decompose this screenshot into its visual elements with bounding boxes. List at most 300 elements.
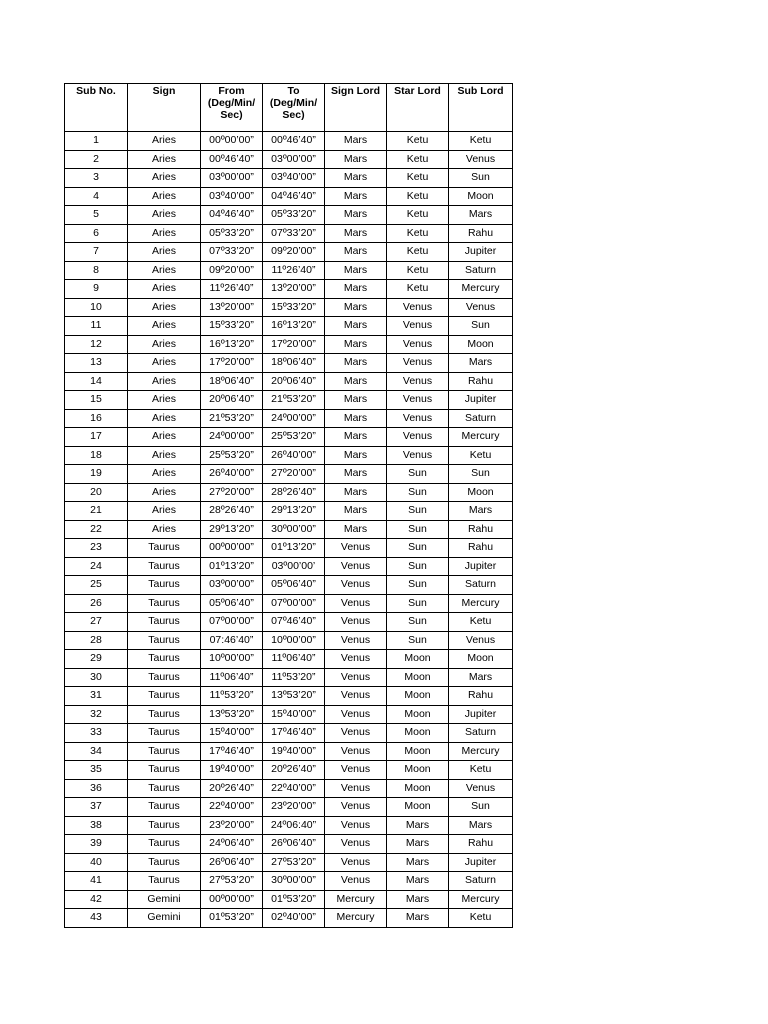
table-row (65, 631, 513, 650)
cell-sign-lord: Mars (325, 354, 387, 373)
cell-sign-lord: Venus (325, 816, 387, 835)
cell-sub-lord: Mercury (449, 742, 513, 761)
cell-sign: Taurus (128, 687, 201, 706)
cell-star-lord: Moon (387, 798, 449, 817)
cell-star-lord: Ketu (387, 224, 449, 243)
table-row (65, 668, 513, 687)
cell-star-lord: Sun (387, 483, 449, 502)
cell-from: 24º00’00” (201, 428, 263, 447)
cell-from: 26º40’00” (201, 465, 263, 484)
cell-sub-no: 1 (65, 132, 128, 151)
cell-sub-lord: Venus (449, 779, 513, 798)
table-row (65, 779, 513, 798)
cell-from: 29º13’20” (201, 520, 263, 539)
table-row (65, 872, 513, 891)
cell-sign: Taurus (128, 853, 201, 872)
cell-sub-no: 21 (65, 502, 128, 521)
cell-from: 05º33’20” (201, 224, 263, 243)
cell-sign: Taurus (128, 650, 201, 669)
cell-to: 03º00’00’ (263, 557, 325, 576)
cell-to: 07º46’40” (263, 613, 325, 632)
cell-sign-lord: Mars (325, 261, 387, 280)
cell-star-lord: Venus (387, 317, 449, 336)
cell-sign: Aries (128, 391, 201, 410)
cell-to: 01º53’20” (263, 890, 325, 909)
table-row (65, 909, 513, 928)
table-row (65, 520, 513, 539)
header-row (65, 84, 513, 132)
cell-sub-no: 3 (65, 169, 128, 188)
cell-to: 24º06:40” (263, 816, 325, 835)
cell-sign: Aries (128, 132, 201, 151)
cell-sign-lord: Venus (325, 631, 387, 650)
sub-lord-table (64, 83, 513, 928)
cell-sub-no: 11 (65, 317, 128, 336)
cell-star-lord: Mars (387, 872, 449, 891)
cell-sub-lord: Ketu (449, 132, 513, 151)
cell-to: 03º00’00” (263, 150, 325, 169)
cell-sub-lord: Moon (449, 650, 513, 669)
cell-sign-lord: Mars (325, 132, 387, 151)
cell-from: 07º00’00” (201, 613, 263, 632)
cell-sign-lord: Venus (325, 798, 387, 817)
cell-from: 17º20’00” (201, 354, 263, 373)
cell-sub-lord: Mercury (449, 428, 513, 447)
table-row (65, 594, 513, 613)
cell-from: 10º00’00” (201, 650, 263, 669)
cell-sign-lord: Venus (325, 742, 387, 761)
cell-sub-no: 7 (65, 243, 128, 262)
cell-sub-lord: Rahu (449, 224, 513, 243)
table-row (65, 335, 513, 354)
cell-star-lord: Ketu (387, 261, 449, 280)
cell-sign-lord: Mercury (325, 909, 387, 928)
cell-sub-no: 15 (65, 391, 128, 410)
table-row (65, 132, 513, 151)
cell-from: 28º26’40” (201, 502, 263, 521)
cell-sign-lord: Mars (325, 520, 387, 539)
cell-star-lord: Sun (387, 631, 449, 650)
cell-sub-no: 37 (65, 798, 128, 817)
cell-from: 24º06’40” (201, 835, 263, 854)
cell-sub-lord: Venus (449, 631, 513, 650)
cell-sub-lord: Mars (449, 816, 513, 835)
cell-sign: Aries (128, 261, 201, 280)
cell-star-lord: Venus (387, 354, 449, 373)
table-row (65, 224, 513, 243)
table-row (65, 853, 513, 872)
cell-from: 23º20’00” (201, 816, 263, 835)
cell-to: 11º26’40” (263, 261, 325, 280)
cell-sign-lord: Mars (325, 465, 387, 484)
cell-star-lord: Ketu (387, 187, 449, 206)
cell-to: 27º53’20” (263, 853, 325, 872)
cell-star-lord: Sun (387, 539, 449, 558)
cell-sub-lord: Saturn (449, 576, 513, 595)
header-to: To (Deg/Min/ Sec) (263, 84, 325, 132)
cell-sign: Aries (128, 335, 201, 354)
cell-to: 07º33’20” (263, 224, 325, 243)
cell-sign-lord: Mars (325, 243, 387, 262)
table-row (65, 650, 513, 669)
cell-sign: Aries (128, 354, 201, 373)
cell-sub-lord: Rahu (449, 539, 513, 558)
cell-sign-lord: Venus (325, 853, 387, 872)
cell-star-lord: Sun (387, 557, 449, 576)
cell-sub-no: 17 (65, 428, 128, 447)
cell-from: 03º00’00” (201, 169, 263, 188)
cell-to: 04º46’40” (263, 187, 325, 206)
cell-sub-lord: Rahu (449, 687, 513, 706)
header-sign-lord: Sign Lord (325, 84, 387, 132)
table-row (65, 613, 513, 632)
cell-sign-lord: Mars (325, 150, 387, 169)
cell-sign-lord: Mars (325, 298, 387, 317)
cell-to: 26º06’40” (263, 835, 325, 854)
cell-from: 01º13’20” (201, 557, 263, 576)
cell-star-lord: Ketu (387, 243, 449, 262)
cell-sub-lord: Mars (449, 502, 513, 521)
cell-sign-lord: Venus (325, 687, 387, 706)
cell-star-lord: Moon (387, 705, 449, 724)
cell-sub-no: 13 (65, 354, 128, 373)
cell-sub-lord: Rahu (449, 372, 513, 391)
cell-sub-lord: Mercury (449, 280, 513, 299)
cell-to: 30º00’00” (263, 520, 325, 539)
cell-sign-lord: Venus (325, 539, 387, 558)
cell-sign-lord: Mars (325, 409, 387, 428)
cell-sign-lord: Mars (325, 446, 387, 465)
cell-sign: Aries (128, 372, 201, 391)
cell-star-lord: Mars (387, 890, 449, 909)
cell-from: 25º53’20” (201, 446, 263, 465)
cell-sub-no: 8 (65, 261, 128, 280)
cell-from: 01º53’20” (201, 909, 263, 928)
cell-star-lord: Venus (387, 372, 449, 391)
cell-from: 15º40’00” (201, 724, 263, 743)
cell-sub-lord: Moon (449, 335, 513, 354)
cell-to: 20º06’40” (263, 372, 325, 391)
cell-sign: Aries (128, 428, 201, 447)
cell-sub-no: 4 (65, 187, 128, 206)
table-row (65, 150, 513, 169)
cell-sub-no: 39 (65, 835, 128, 854)
cell-sub-no: 16 (65, 409, 128, 428)
cell-from: 00º00’00” (201, 132, 263, 151)
cell-from: 15º33’20” (201, 317, 263, 336)
table-row (65, 724, 513, 743)
cell-sign-lord: Mars (325, 372, 387, 391)
cell-sub-lord: Rahu (449, 835, 513, 854)
cell-sign: Aries (128, 446, 201, 465)
cell-to: 09º20’00” (263, 243, 325, 262)
cell-sub-no: 27 (65, 613, 128, 632)
table-row (65, 206, 513, 225)
cell-to: 19º40’00” (263, 742, 325, 761)
cell-sign: Aries (128, 465, 201, 484)
cell-sign-lord: Mars (325, 206, 387, 225)
cell-star-lord: Ketu (387, 206, 449, 225)
cell-sub-lord: Jupiter (449, 557, 513, 576)
cell-sub-lord: Mercury (449, 890, 513, 909)
cell-sign-lord: Mars (325, 280, 387, 299)
table-row (65, 317, 513, 336)
cell-sub-no: 25 (65, 576, 128, 595)
table-row (65, 576, 513, 595)
cell-star-lord: Moon (387, 779, 449, 798)
cell-from: 13º53’20” (201, 705, 263, 724)
cell-sub-no: 5 (65, 206, 128, 225)
cell-sub-no: 41 (65, 872, 128, 891)
cell-star-lord: Sun (387, 613, 449, 632)
cell-star-lord: Ketu (387, 280, 449, 299)
cell-sub-no: 32 (65, 705, 128, 724)
header-from: From (Deg/Min/ Sec) (201, 84, 263, 132)
cell-to: 17º20’00” (263, 335, 325, 354)
table-row (65, 428, 513, 447)
cell-from: 00º46’40” (201, 150, 263, 169)
cell-to: 27º20’00” (263, 465, 325, 484)
cell-sub-lord: Venus (449, 150, 513, 169)
cell-sub-no: 9 (65, 280, 128, 299)
cell-sub-lord: Jupiter (449, 391, 513, 410)
cell-to: 10º00’00” (263, 631, 325, 650)
cell-sign: Aries (128, 317, 201, 336)
cell-to: 24º00’00” (263, 409, 325, 428)
cell-sub-no: 40 (65, 853, 128, 872)
cell-to: 03º40’00” (263, 169, 325, 188)
cell-sign: Aries (128, 206, 201, 225)
cell-sign-lord: Mars (325, 317, 387, 336)
cell-to: 25º53’20” (263, 428, 325, 447)
cell-sub-lord: Sun (449, 169, 513, 188)
cell-from: 16º13’20” (201, 335, 263, 354)
cell-sub-no: 20 (65, 483, 128, 502)
table-row (65, 816, 513, 835)
table-row (65, 280, 513, 299)
cell-sign: Gemini (128, 909, 201, 928)
cell-sign-lord: Mars (325, 483, 387, 502)
cell-sub-no: 14 (65, 372, 128, 391)
cell-sign-lord: Venus (325, 650, 387, 669)
cell-sign-lord: Venus (325, 779, 387, 798)
cell-sub-lord: Ketu (449, 909, 513, 928)
cell-star-lord: Moon (387, 668, 449, 687)
cell-to: 29º13’20” (263, 502, 325, 521)
cell-sub-no: 38 (65, 816, 128, 835)
cell-sign-lord: Mars (325, 335, 387, 354)
cell-sign-lord: Venus (325, 705, 387, 724)
cell-sub-lord: Saturn (449, 872, 513, 891)
cell-to: 15º40’00” (263, 705, 325, 724)
table-row (65, 446, 513, 465)
cell-sub-lord: Mars (449, 668, 513, 687)
table-row (65, 835, 513, 854)
table-row (65, 298, 513, 317)
table-row (65, 502, 513, 521)
table-row (65, 409, 513, 428)
cell-star-lord: Mars (387, 909, 449, 928)
cell-from: 04º46’40” (201, 206, 263, 225)
cell-sub-no: 2 (65, 150, 128, 169)
cell-sub-lord: Jupiter (449, 243, 513, 262)
table-row (65, 354, 513, 373)
cell-sign-lord: Mercury (325, 890, 387, 909)
cell-from: 11º06’40” (201, 668, 263, 687)
cell-sub-lord: Venus (449, 298, 513, 317)
cell-sub-lord: Ketu (449, 446, 513, 465)
cell-to: 23º20’00” (263, 798, 325, 817)
cell-star-lord: Moon (387, 687, 449, 706)
cell-from: 00º00’00” (201, 890, 263, 909)
cell-sign: Aries (128, 243, 201, 262)
cell-sub-no: 26 (65, 594, 128, 613)
cell-sign: Taurus (128, 724, 201, 743)
cell-sub-no: 22 (65, 520, 128, 539)
cell-star-lord: Moon (387, 650, 449, 669)
cell-from: 07º33’20” (201, 243, 263, 262)
cell-from: 20º26’40” (201, 779, 263, 798)
cell-sign: Taurus (128, 668, 201, 687)
cell-sub-no: 10 (65, 298, 128, 317)
cell-sub-no: 18 (65, 446, 128, 465)
cell-star-lord: Sun (387, 502, 449, 521)
cell-sub-no: 29 (65, 650, 128, 669)
cell-to: 13º53’20” (263, 687, 325, 706)
cell-sub-no: 43 (65, 909, 128, 928)
cell-to: 28º26’40” (263, 483, 325, 502)
table-row (65, 687, 513, 706)
cell-sign: Aries (128, 409, 201, 428)
cell-from: 17º46’40” (201, 742, 263, 761)
cell-to: 21º53’20” (263, 391, 325, 410)
cell-star-lord: Venus (387, 391, 449, 410)
cell-sign: Aries (128, 483, 201, 502)
cell-sign: Taurus (128, 705, 201, 724)
table-row (65, 742, 513, 761)
cell-sign: Aries (128, 224, 201, 243)
table-row (65, 372, 513, 391)
cell-sub-no: 31 (65, 687, 128, 706)
cell-sign: Taurus (128, 594, 201, 613)
cell-sign: Taurus (128, 613, 201, 632)
header-star-lord: Star Lord (387, 84, 449, 132)
cell-sign: Taurus (128, 816, 201, 835)
table-row (65, 483, 513, 502)
cell-star-lord: Ketu (387, 169, 449, 188)
cell-sign: Aries (128, 150, 201, 169)
cell-sub-no: 36 (65, 779, 128, 798)
cell-sub-no: 30 (65, 668, 128, 687)
cell-star-lord: Sun (387, 594, 449, 613)
cell-sign-lord: Mars (325, 187, 387, 206)
cell-sub-lord: Rahu (449, 520, 513, 539)
cell-from: 00º00’00” (201, 539, 263, 558)
cell-star-lord: Mars (387, 816, 449, 835)
cell-from: 03º00’00” (201, 576, 263, 595)
cell-star-lord: Moon (387, 761, 449, 780)
table-row (65, 557, 513, 576)
table-row (65, 169, 513, 188)
cell-star-lord: Mars (387, 835, 449, 854)
cell-from: 13º20’00” (201, 298, 263, 317)
cell-to: 02º40’00” (263, 909, 325, 928)
table-body (65, 132, 513, 928)
cell-sign: Taurus (128, 798, 201, 817)
cell-sub-lord: Mars (449, 206, 513, 225)
cell-to: 22º40’00” (263, 779, 325, 798)
table-row (65, 705, 513, 724)
cell-sub-lord: Sun (449, 317, 513, 336)
cell-from: 09º20’00” (201, 261, 263, 280)
cell-sign: Taurus (128, 835, 201, 854)
table-header (65, 84, 513, 132)
cell-sub-lord: Saturn (449, 409, 513, 428)
cell-star-lord: Sun (387, 520, 449, 539)
cell-sign-lord: Venus (325, 557, 387, 576)
table-row (65, 890, 513, 909)
cell-sub-no: 23 (65, 539, 128, 558)
table-row (65, 391, 513, 410)
cell-sign: Aries (128, 502, 201, 521)
cell-star-lord: Venus (387, 409, 449, 428)
cell-sub-lord: Saturn (449, 261, 513, 280)
cell-to: 01º13’20” (263, 539, 325, 558)
cell-sign-lord: Venus (325, 724, 387, 743)
cell-star-lord: Ketu (387, 150, 449, 169)
cell-from: 22º40’00” (201, 798, 263, 817)
cell-sub-no: 24 (65, 557, 128, 576)
cell-sign: Taurus (128, 779, 201, 798)
cell-sign-lord: Mars (325, 428, 387, 447)
cell-sign: Taurus (128, 576, 201, 595)
cell-sign: Taurus (128, 557, 201, 576)
cell-to: 05º06’40” (263, 576, 325, 595)
cell-star-lord: Venus (387, 298, 449, 317)
cell-from: 03º40’00” (201, 187, 263, 206)
table-row (65, 761, 513, 780)
cell-sub-no: 19 (65, 465, 128, 484)
cell-sign-lord: Mars (325, 169, 387, 188)
cell-sign-lord: Venus (325, 668, 387, 687)
cell-sub-lord: Saturn (449, 724, 513, 743)
cell-star-lord: Mars (387, 853, 449, 872)
cell-to: 26º40’00” (263, 446, 325, 465)
cell-sub-no: 35 (65, 761, 128, 780)
cell-sub-lord: Ketu (449, 613, 513, 632)
table-row (65, 539, 513, 558)
cell-sign: Aries (128, 187, 201, 206)
cell-to: 15º33’20” (263, 298, 325, 317)
table-row (65, 243, 513, 262)
cell-sub-lord: Jupiter (449, 853, 513, 872)
cell-sub-no: 33 (65, 724, 128, 743)
cell-sign: Taurus (128, 631, 201, 650)
header-sign: Sign (128, 84, 201, 132)
cell-sign: Taurus (128, 761, 201, 780)
table-row (65, 187, 513, 206)
cell-from: 19º40’00” (201, 761, 263, 780)
cell-star-lord: Venus (387, 428, 449, 447)
cell-to: 16º13’20” (263, 317, 325, 336)
cell-sub-lord: Moon (449, 187, 513, 206)
cell-from: 11º53’20” (201, 687, 263, 706)
cell-sub-no: 42 (65, 890, 128, 909)
cell-sub-lord: Ketu (449, 761, 513, 780)
cell-to: 07º00’00” (263, 594, 325, 613)
cell-from: 26º06’40” (201, 853, 263, 872)
cell-sign: Taurus (128, 539, 201, 558)
